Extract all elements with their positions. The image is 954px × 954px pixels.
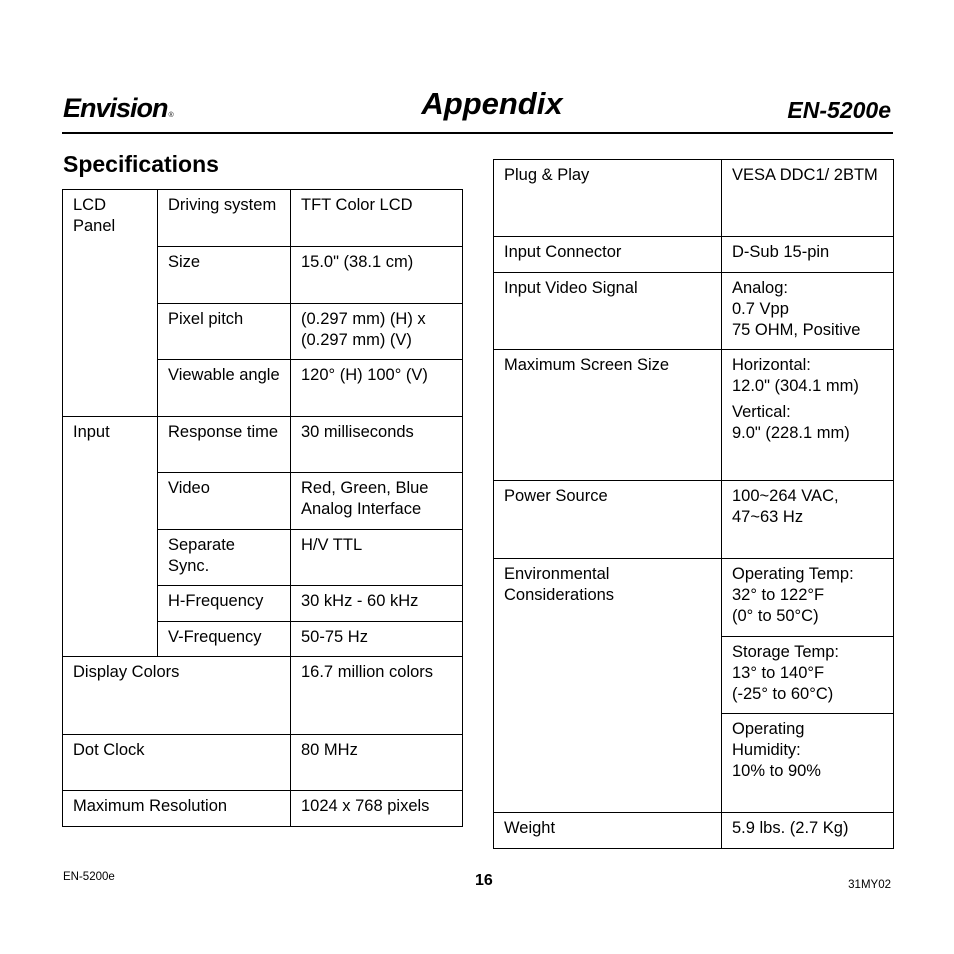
cell-line: Storage Temp:: [732, 643, 840, 661]
table-row: [494, 160, 894, 237]
table-row: [494, 813, 894, 849]
table-row: [494, 481, 894, 559]
table-cell: Video: [158, 473, 291, 530]
cell-line: 0.7 Vpp: [732, 300, 789, 318]
logo-text: Envision: [63, 93, 168, 123]
table-cell: Red, Green, Blue Analog Interface: [291, 473, 463, 530]
cell-line: Vertical:: [732, 403, 791, 421]
table-row: [63, 190, 463, 247]
table-cell: 50-75 Hz: [291, 622, 463, 657]
table-cell: D-Sub 15-pin: [722, 237, 894, 273]
table-row: [494, 559, 894, 637]
specs-table-left: [62, 189, 463, 827]
cell-line: Humidity:: [732, 741, 801, 759]
table-row: [494, 273, 894, 350]
table-cell: Weight: [494, 813, 722, 849]
table-cell: Response time: [158, 417, 291, 473]
cell-line: 13° to 140°F: [732, 664, 825, 682]
table-cell: Input Video Signal: [494, 273, 722, 350]
table-cell: 120° (H) 100° (V): [291, 360, 463, 417]
table-row: [63, 417, 463, 473]
table-cell: 16.7 million colors: [291, 657, 463, 735]
table-cell: 80 MHz: [291, 735, 463, 791]
table-cell: Dot Clock: [63, 735, 291, 791]
cell-line: (0° to 50°C): [732, 607, 819, 625]
footer-model: EN-5200e: [63, 871, 115, 883]
table-cell: Maximum Screen Size: [494, 350, 722, 481]
cell-line: 12.0" (304.1 mm): [732, 377, 859, 395]
model-name: EN-5200e: [787, 97, 891, 123]
table-cell: (0.297 mm) (H) x (0.297 mm) (V): [291, 304, 463, 360]
cell-line: 32° to 122°F: [732, 586, 825, 604]
cell-line: (-25° to 60°C): [732, 685, 834, 703]
table-row: [63, 791, 463, 827]
table-cell: VESA DDC1/ 2BTM: [722, 160, 894, 237]
table-cell: Display Colors: [63, 657, 291, 735]
table-cell: Size: [158, 247, 291, 304]
table-cell: V-Frequency: [158, 622, 291, 657]
cell-line: 47~63 Hz: [732, 508, 804, 526]
table-cell: H/V TTL: [291, 530, 463, 586]
table-cell: 30 kHz - 60 kHz: [291, 586, 463, 622]
table-row: [494, 237, 894, 273]
table-cell: 15.0" (38.1 cm): [291, 247, 463, 304]
footer-code: 31MY02: [848, 879, 891, 891]
table-cell: TFT Color LCD: [291, 190, 463, 247]
table-row: [63, 657, 463, 735]
specs-table-right: [493, 159, 894, 849]
header-rule: [62, 132, 893, 134]
table-cell: [722, 350, 894, 481]
table-cell: H-Frequency: [158, 586, 291, 622]
table-cell: Input: [63, 417, 158, 657]
table-cell: 30 milliseconds: [291, 417, 463, 473]
table-cell: [722, 481, 894, 559]
table-cell: Input Connector: [494, 237, 722, 273]
table-cell: Maximum Resolution: [63, 791, 291, 827]
cell-line: 100~264 VAC,: [732, 487, 839, 505]
table-cell: Driving system: [158, 190, 291, 247]
cell-line: Operating: [732, 720, 805, 738]
registered-mark: ®: [168, 112, 173, 119]
cell-line: 75 OHM, Positive: [732, 321, 861, 339]
table-cell: Environmental Considerations: [494, 559, 722, 813]
table-row: [63, 735, 463, 791]
table-cell: Power Source: [494, 481, 722, 559]
table-row: [494, 350, 894, 481]
table-cell: [722, 273, 894, 350]
cell-line: 10% to 90%: [732, 762, 821, 780]
cell-line: 9.0" (228.1 mm): [732, 424, 850, 442]
table-cell: [722, 637, 894, 714]
table-cell: Pixel pitch: [158, 304, 291, 360]
table-cell: 1024 x 768 pixels: [291, 791, 463, 827]
table-cell: [722, 714, 894, 813]
page-number: 16: [475, 872, 493, 889]
table-cell: 5.9 lbs. (2.7 Kg): [722, 813, 894, 849]
table-cell: Viewable angle: [158, 360, 291, 417]
cell-line: Analog:: [732, 279, 788, 297]
table-cell: [722, 559, 894, 637]
table-cell: Separate Sync.: [158, 530, 291, 586]
page-title: Appendix: [421, 86, 563, 121]
cell-line: Horizontal:: [732, 356, 811, 374]
table-cell: LCD Panel: [63, 190, 158, 417]
cell-line: Operating Temp:: [732, 565, 854, 583]
table-cell: Plug & Play: [494, 160, 722, 237]
section-title: Specifications: [63, 151, 219, 177]
